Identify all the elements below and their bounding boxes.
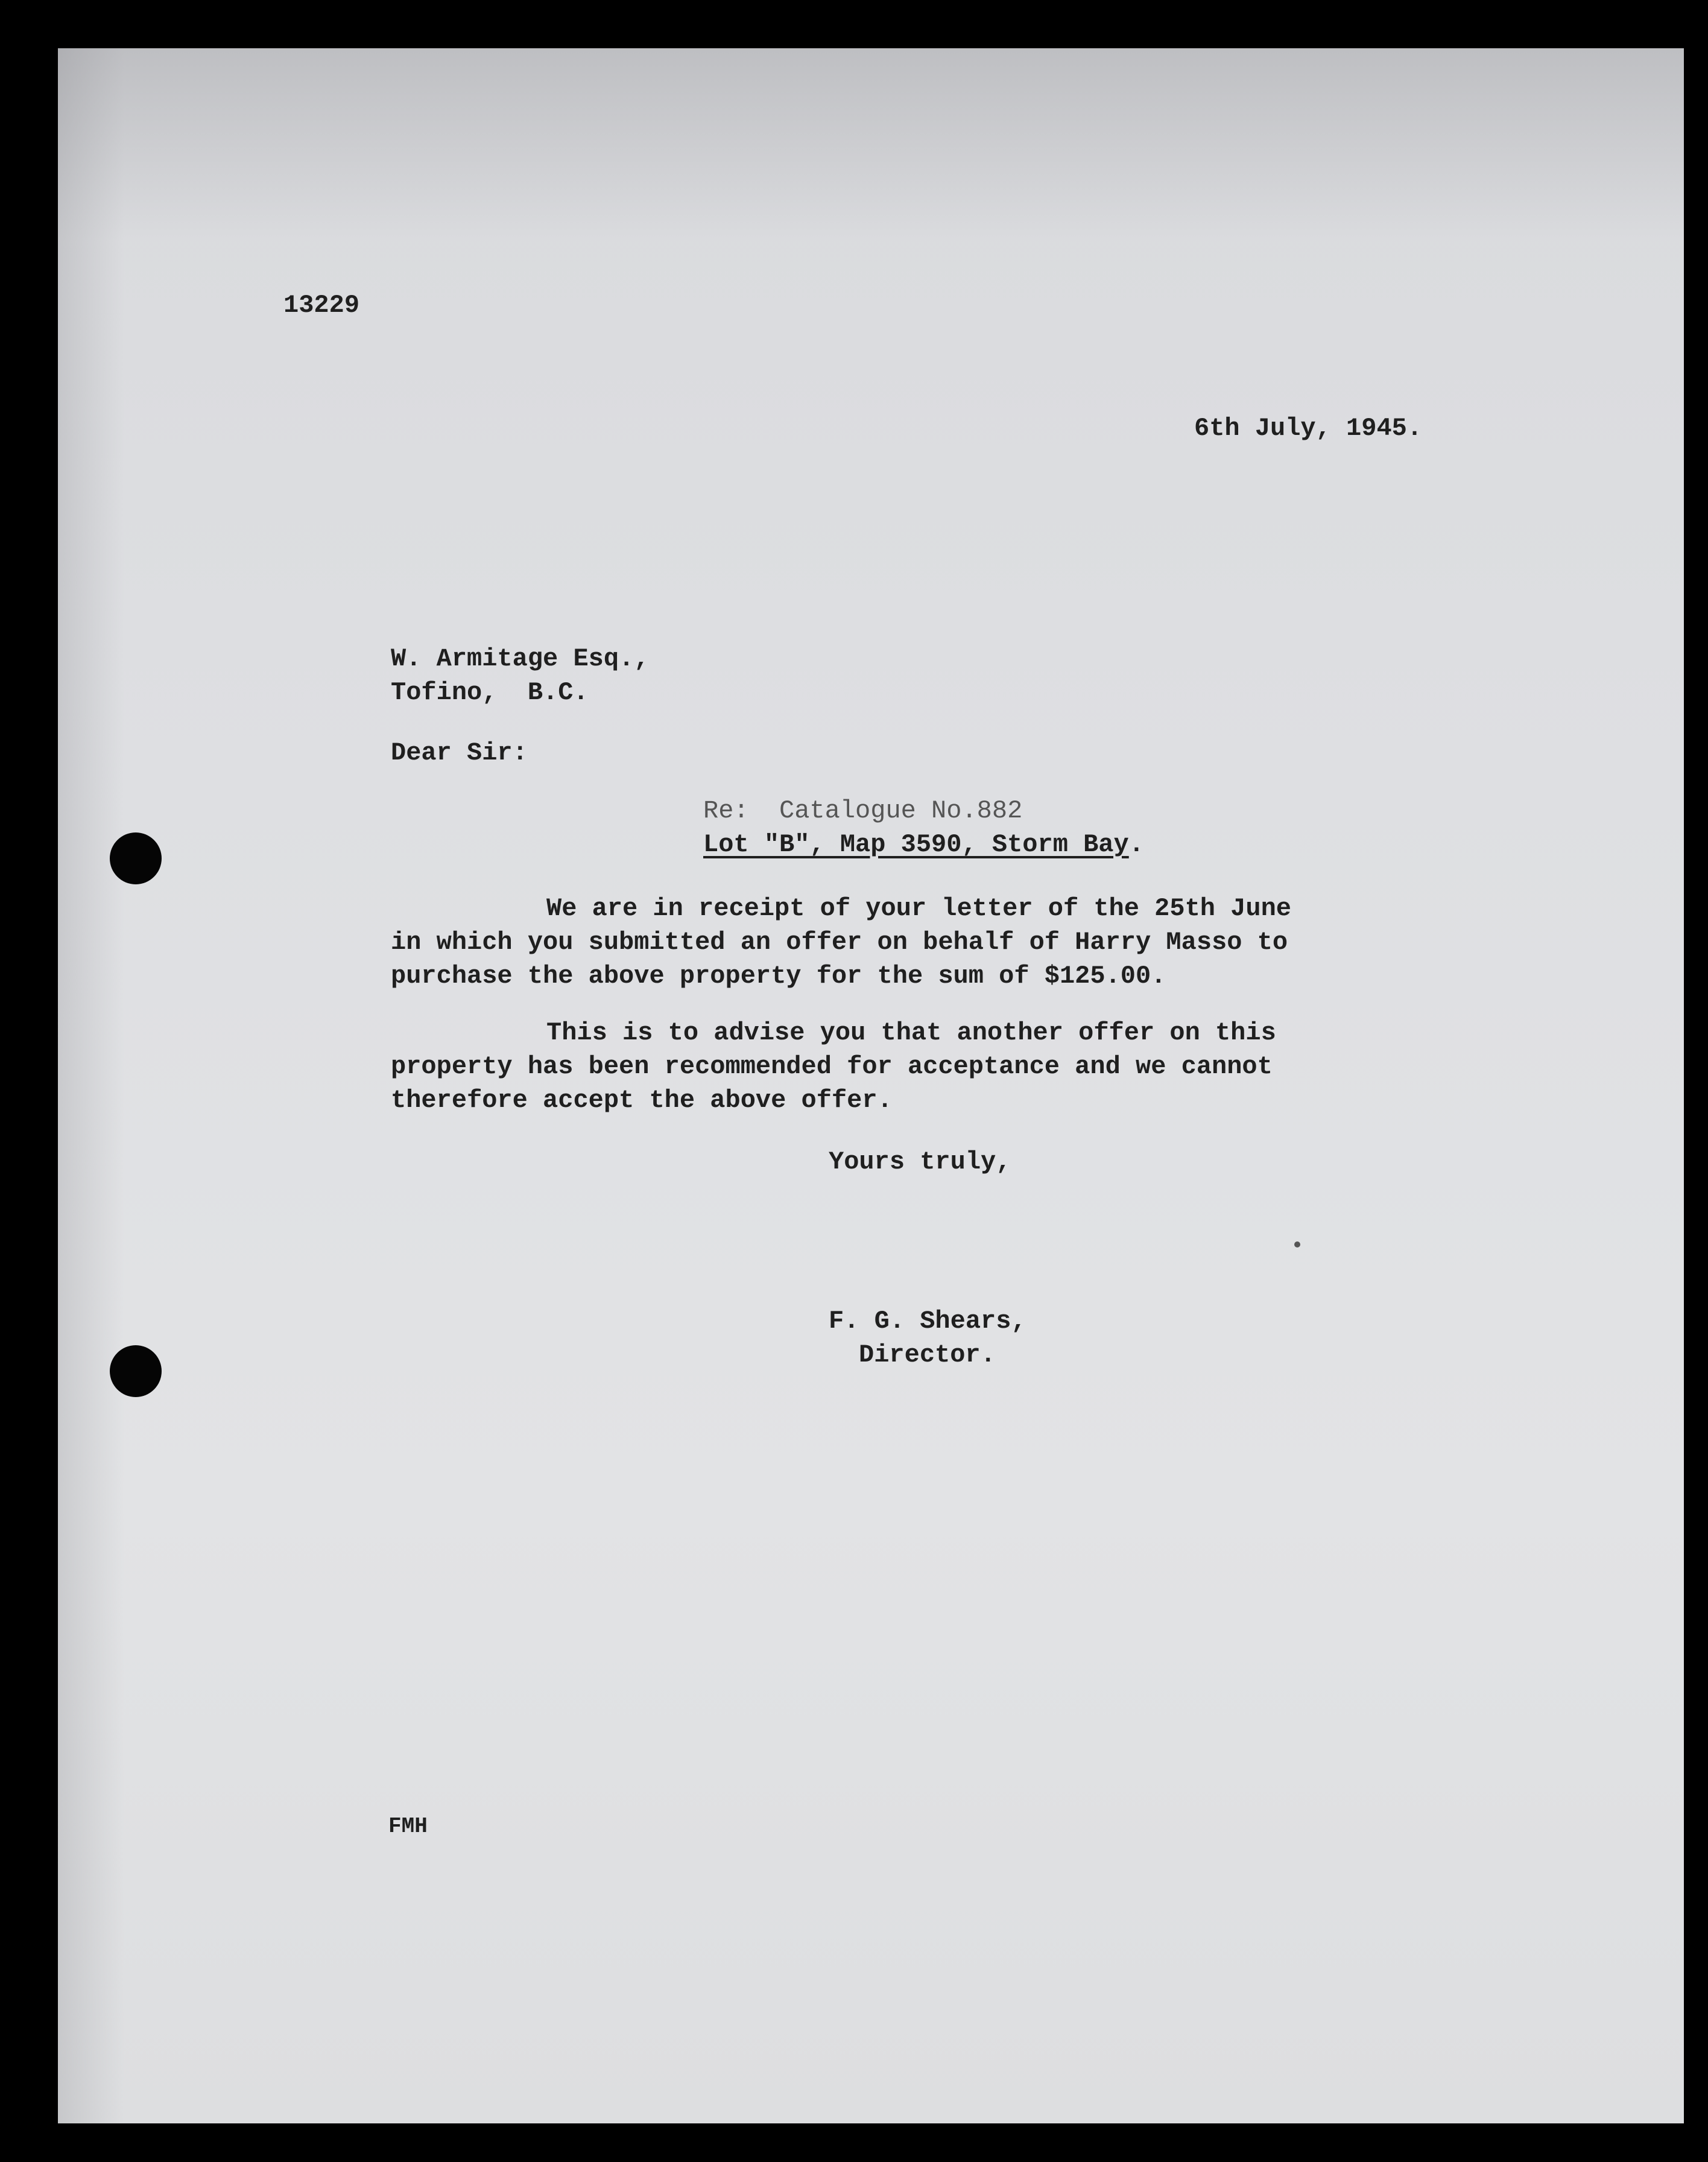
- recipient-name: W. Armitage Esq.,: [391, 644, 650, 673]
- paragraph-2-line-2: property has been recommended for acceptance and we cannot: [391, 1052, 1273, 1081]
- reference-line-1: Re: Catalogue No.882: [703, 796, 1023, 825]
- reference-lot-map: Lot "B", Map 3590, Storm Bay: [703, 830, 1129, 859]
- file-number: 13229: [283, 291, 360, 320]
- paragraph-1-line-2: in which you submitted an offer on behalf of Harry Masso to: [391, 928, 1288, 957]
- typist-initials: FMH: [388, 1814, 428, 1839]
- closing: Yours truly,: [829, 1147, 1011, 1176]
- salutation: Dear Sir:: [391, 738, 528, 767]
- paragraph-2-line-1: This is to advise you that another offer on this: [546, 1018, 1276, 1047]
- paragraph-1-line-1: We are in receipt of your letter of the 25th June: [546, 894, 1292, 923]
- punch-hole-upper: [110, 832, 162, 884]
- letter-date: 6th July, 1945.: [1194, 414, 1423, 443]
- reference-line-2: Lot "B", Map 3590, Storm Bay.: [703, 830, 1144, 859]
- paragraph-1-line-3: purchase the above property for the sum of $125.00.: [391, 962, 1166, 991]
- signatory-name: F. G. Shears,: [829, 1307, 1026, 1336]
- punch-hole-lower: [110, 1345, 162, 1397]
- paragraph-2-line-3: therefore accept the above offer.: [391, 1086, 893, 1115]
- recipient-location: Tofino, B.C.: [391, 678, 589, 707]
- ink-speck: [1294, 1241, 1300, 1247]
- signatory-title: Director.: [859, 1340, 996, 1369]
